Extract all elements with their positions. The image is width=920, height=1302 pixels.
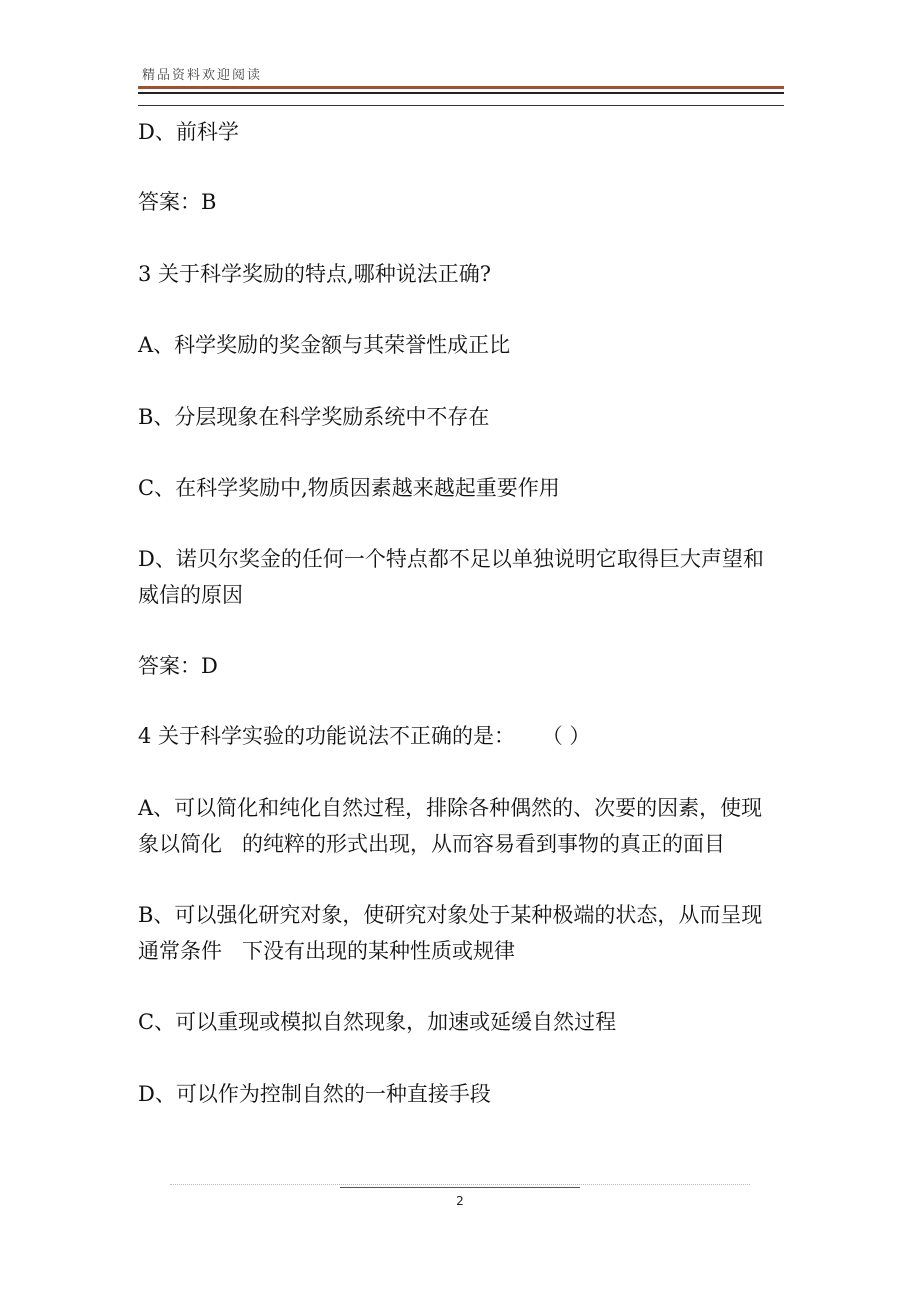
header-rule-brown <box>138 86 784 89</box>
header-rule-thin <box>138 105 784 106</box>
footer-rule-solid <box>340 1187 580 1188</box>
q3-option-c: C、在科学奖励中,物质因素越来越起重要作用 <box>138 476 560 500</box>
q4-question: 4 关于科学实验的功能说法不正确的是： （ ） <box>138 724 591 748</box>
header-rule-black <box>138 92 784 94</box>
q3-option-a: A、科学奖励的奖金额与其荣誉性成正比 <box>138 333 511 357</box>
q4-option-b-line2: 通常条件 下没有出现的某种性质或规律 <box>138 939 516 963</box>
q3-option-d-line2: 威信的原因 <box>138 583 243 607</box>
q4-option-a-line2: 象以简化 的纯粹的形式出现，从而容易看到事物的真正的面目 <box>138 832 726 856</box>
q3-option-d-line1: D、诺贝尔奖金的任何一个特点都不足以单独说明它取得巨大声望和 <box>138 547 764 571</box>
page-number: 2 <box>456 1194 464 1208</box>
header-text: 精品资料欢迎阅读 <box>142 68 263 83</box>
q4-option-b-line1: B、可以强化研究对象，使研究对象处于某种极端的状态，从而呈现 <box>138 903 763 927</box>
q3-answer: 答案：D <box>138 654 218 678</box>
q2-answer: 答案：B <box>138 190 217 214</box>
q3-option-b: B、分层现象在科学奖励系统中不存在 <box>138 405 490 429</box>
q2-option-d: D、前科学 <box>138 120 239 144</box>
footer-rule-dotted <box>170 1184 750 1186</box>
q4-option-a-line1: A、可以简化和纯化自然过程，排除各种偶然的、次要的因素，使现 <box>138 796 763 820</box>
q3-question: 3 关于科学奖励的特点,哪种说法正确? <box>138 262 491 286</box>
q4-option-c: C、可以重现或模拟自然现象，加速或延缓自然过程 <box>138 1010 617 1034</box>
q4-option-d: D、可以作为控制自然的一种直接手段 <box>138 1082 491 1106</box>
